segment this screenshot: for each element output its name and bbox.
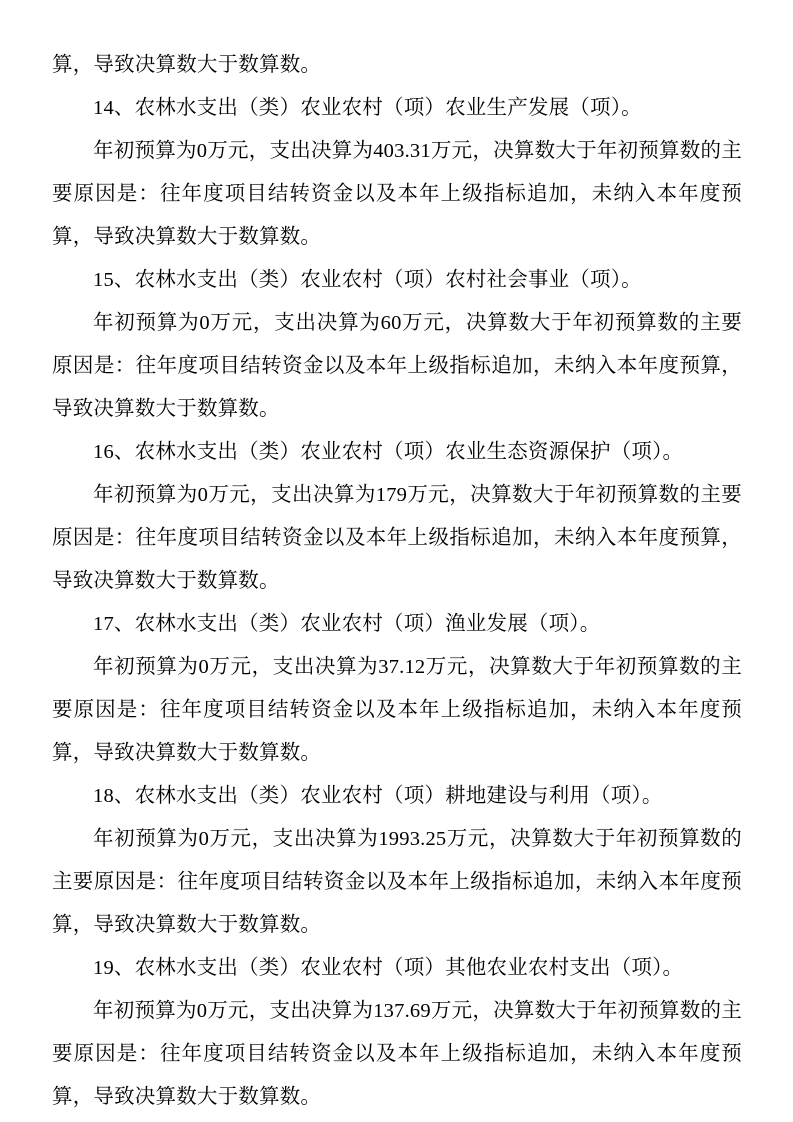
document-body [52,44,742,1119]
paragraph-item-14-body: 年初预算为0万元，支出决算为403.31万元，决算数大于年初预算数的主要原因是：往年度项目结转资金以及本年上级指标追加，未纳入本年度预算，导致决算数大于数算数。 [52,140,742,248]
paragraph-item-15-body: 年初预算为0万元，支出决算为60万元，决算数大于年初预算数的主要原因是：往年度项目结转资金以及本年上级指标追加，未纳入本年度预算，导致决算数大于数算数。 [52,312,742,420]
paragraph-item-14-title: 14、农林水支出（类）农业农村（项）农业生产发展（项）。 [93,97,642,119]
paragraph-item-17-title: 17、农林水支出（类）农业农村（项）渔业发展（项）。 [93,613,601,635]
paragraph-item-19-body: 年初预算为0万元，支出决算为137.69万元，决算数大于年初预算数的主要原因是：往年度项目结转资金以及本年上级指标追加，未纳入本年度预算，导致决算数大于数算数。 [52,1000,742,1108]
paragraph-item-19-title: 19、农林水支出（类）农业农村（项）其他农业农村支出（项）。 [93,957,684,979]
paragraph-item-18-body: 年初预算为0万元，支出决算为1993.25万元，决算数大于年初预算数的主要原因是：往年度项目结转资金以及本年上级指标追加，未纳入本年度预算，导致决算数大于数算数。 [52,828,742,936]
paragraph-continuation-top: 算，导致决算数大于数算数。 [52,54,322,76]
paragraph-item-17-body: 年初预算为0万元，支出决算为37.12万元，决算数大于年初预算数的主要原因是：往年度项目结转资金以及本年上级指标追加，未纳入本年度预算，导致决算数大于数算数。 [52,656,742,764]
paragraph-item-16-body: 年初预算为0万元，支出决算为179万元，决算数大于年初预算数的主要原因是：往年度项目结转资金以及本年上级指标追加，未纳入本年度预算，导致决算数大于数算数。 [52,484,742,592]
paragraph-item-16-title: 16、农林水支出（类）农业农村（项）农业生态资源保护（项）。 [93,441,684,463]
paragraph-item-18-title: 18、农林水支出（类）农业农村（项）耕地建设与利用（项）。 [93,785,663,807]
paragraph-item-15-title: 15、农林水支出（类）农业农村（项）农村社会事业（项）。 [93,269,642,291]
